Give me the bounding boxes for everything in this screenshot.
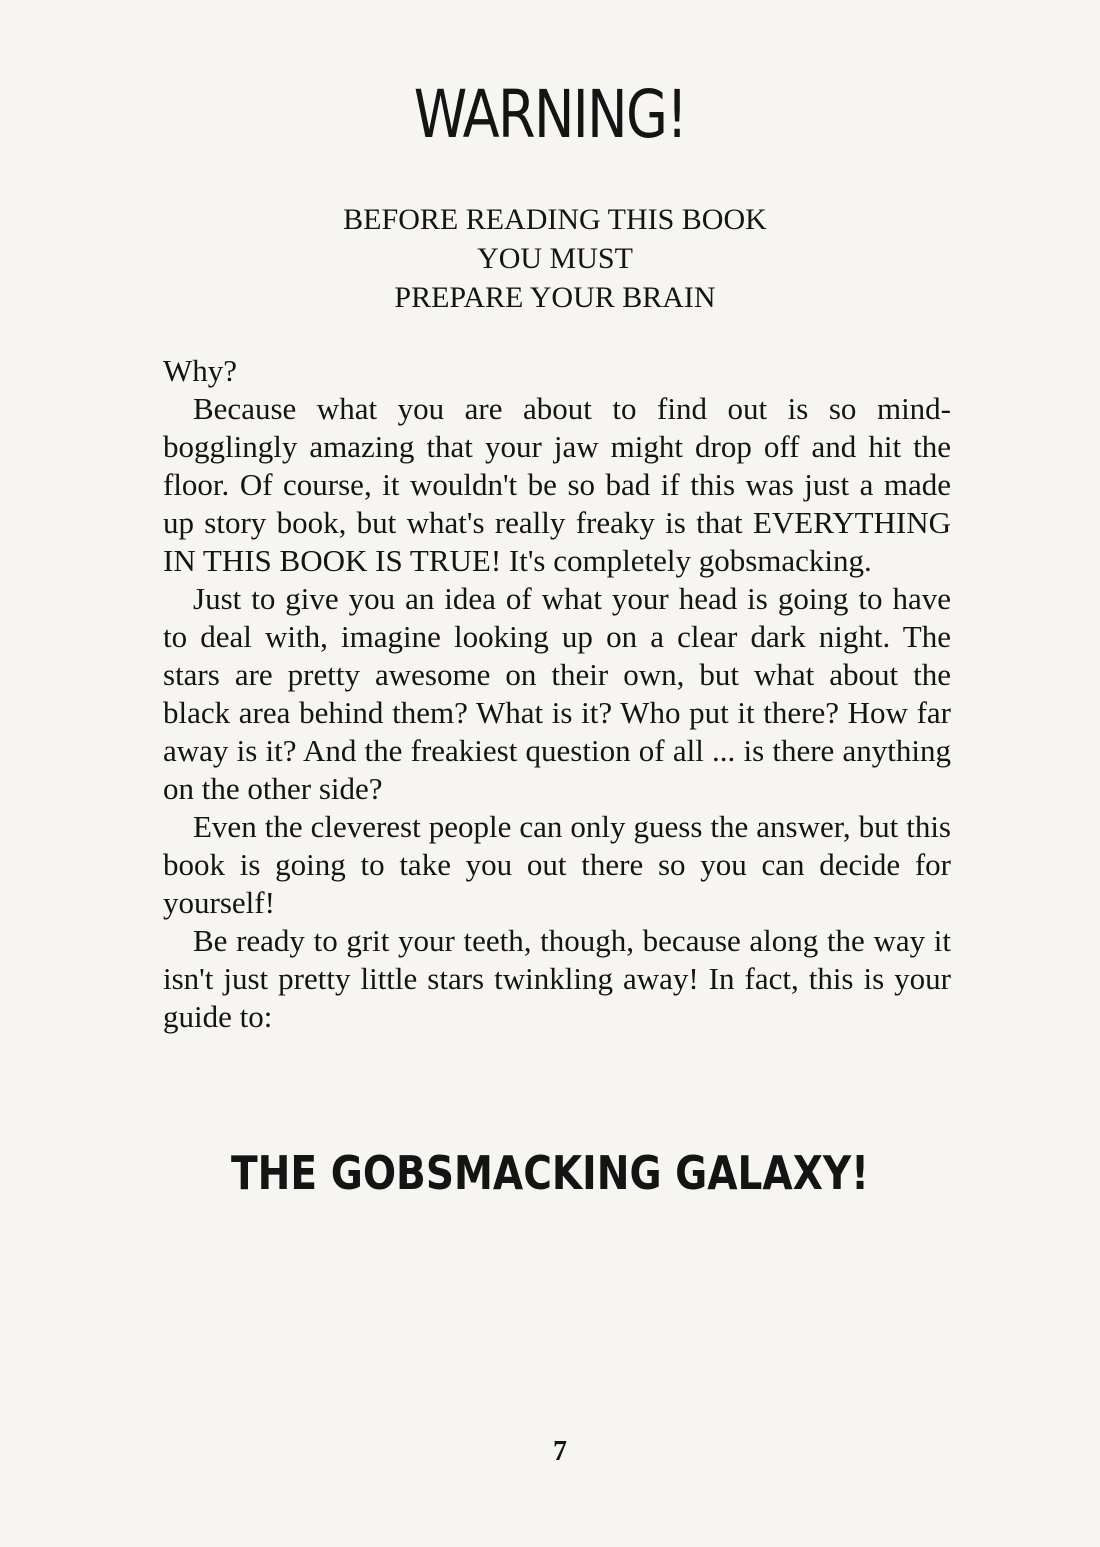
body-text	[163, 352, 951, 1036]
paragraph: Why?	[163, 353, 238, 388]
page-number: 7	[553, 1436, 567, 1467]
paragraph: Just to give you an idea of what your head is going to have to deal with, imagine looking up on a clear dark night. The stars are pretty awesome on their own, but what about the black area behind them? What is it? Who put it there? How far away is it? And the freakiest question of all ... is there anything on the other side?	[163, 581, 951, 806]
paragraph: Because what you are about to find out is so mind-bogglingly amazing that your jaw might drop off and hit the floor. Of course, it wouldn't be so bad if this was just a made up story book, but what's really freaky is that EVERYTHING IN THIS BOOK IS TRUE! It's completely gobsmacking.	[163, 391, 951, 578]
subheading-line: PREPARE YOUR BRAIN	[394, 281, 716, 314]
page-title: WARNING!	[413, 76, 687, 153]
closing-title: THE GOBSMACKING GALAXY!	[231, 1146, 869, 1200]
subheading	[0, 200, 1100, 317]
paragraph: Be ready to grit your teeth, though, because along the way it isn't just pretty little stars twinkling away! In fact, this is your guide to:	[163, 923, 951, 1034]
subheading-line: YOU MUST	[477, 242, 633, 275]
paragraph: Even the cleverest people can only guess the answer, but this book is going to take you out there so you can decide for yourself!	[163, 809, 951, 920]
subheading-line: BEFORE READING THIS BOOK	[343, 203, 767, 236]
